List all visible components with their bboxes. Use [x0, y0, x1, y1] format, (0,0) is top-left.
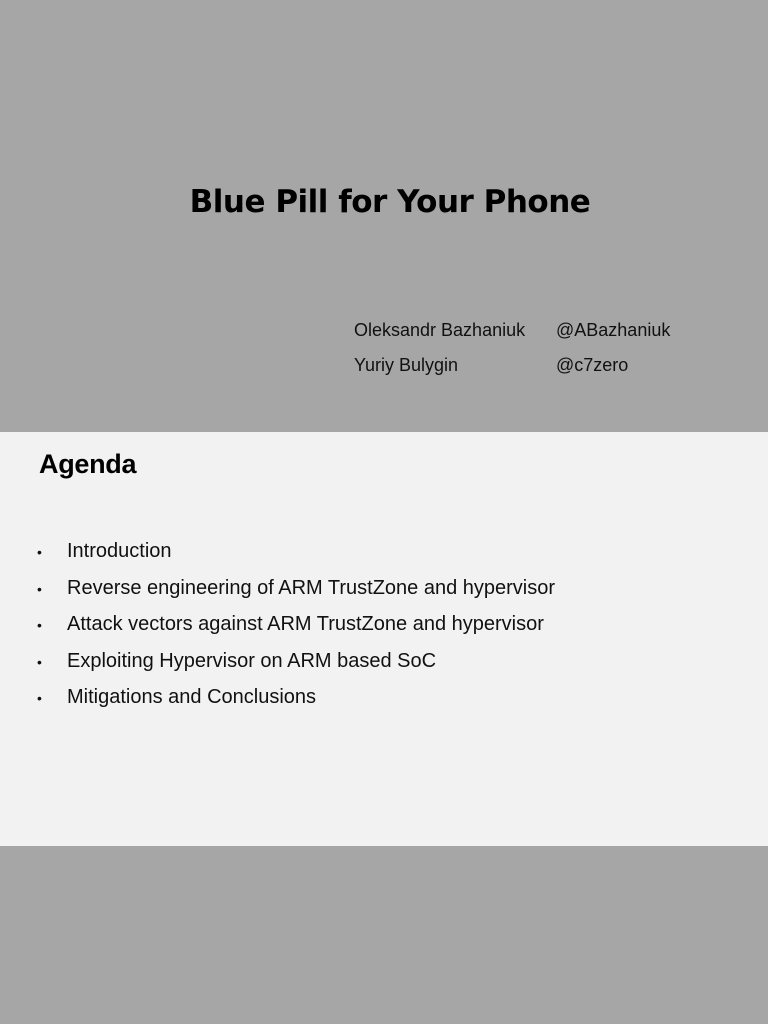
bullet-icon: • — [37, 544, 42, 560]
agenda-item — [37, 577, 555, 614]
bullet-icon: • — [37, 580, 42, 597]
bullet-icon: • — [37, 653, 42, 670]
author-handle: @ABazhaniuk — [556, 320, 671, 340]
agenda-item-text: Exploiting Hypervisor on ARM based SoC — [67, 649, 437, 672]
agenda-item — [37, 540, 555, 577]
agenda-heading: Agenda — [39, 449, 137, 479]
author-row — [354, 318, 670, 353]
agenda-item-text: Mitigations and Conclusions — [67, 686, 317, 708]
agenda-item-text: Reverse engineering of ARM TrustZone and hypervisor — [67, 576, 556, 599]
author-name: Yuriy Bulygin — [354, 355, 459, 375]
agenda-item-text: Attack vectors against ARM TrustZone and hypervisor — [67, 613, 544, 635]
bullet-icon: • — [37, 617, 42, 633]
author-name: Oleksandr Bazhaniuk — [354, 320, 526, 340]
slide-title: Blue Pill for Your Phone — [189, 184, 591, 220]
agenda-list — [37, 540, 555, 723]
title-slide — [0, 0, 768, 432]
author-handle: @c7zero — [556, 355, 629, 375]
bullet-icon: • — [37, 690, 42, 706]
agenda-slide — [0, 432, 768, 846]
agenda-item-text: Introduction — [67, 540, 172, 562]
agenda-item — [37, 650, 555, 687]
author-list — [354, 318, 670, 388]
agenda-item — [37, 686, 555, 723]
author-row — [354, 353, 670, 388]
agenda-item — [37, 613, 555, 650]
